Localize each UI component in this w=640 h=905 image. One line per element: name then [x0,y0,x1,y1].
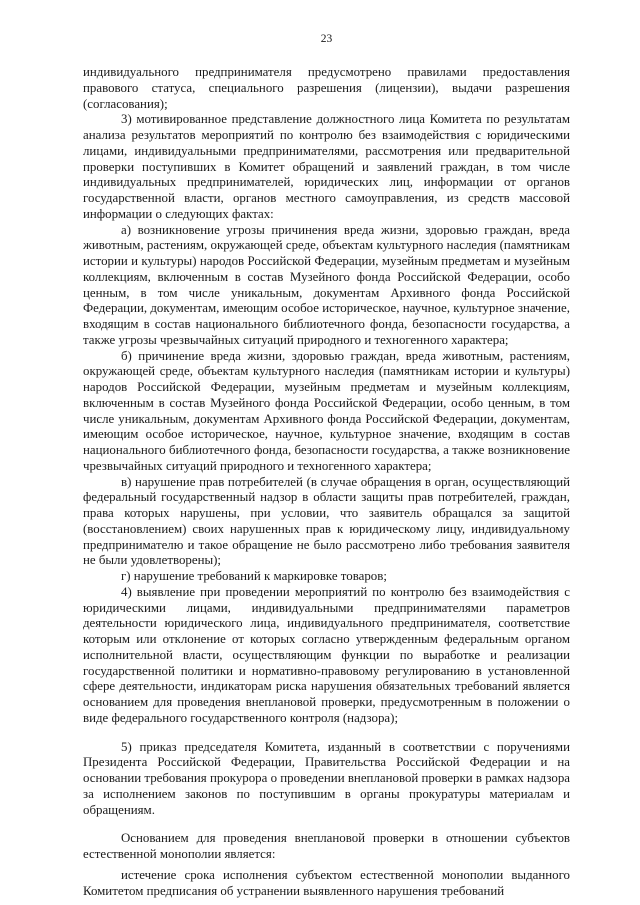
paragraph-item-5: 5) приказ председателя Комитета, изданный в соответствии с поручениями Президента Российской Федерации, Правительства Российской Федерации и на основании требования прокурора о проведении внеплановой проверки в рамках надзора за исполнением законов по поступившим в органы прокуратуры материалам и обращениям. [83,739,570,817]
paragraph-continuation: индивидуального предпринимателя предусмотрено правилами предоставления правового статуса, специального разрешения (лицензии), выдачи разрешения (согласования); [83,65,570,111]
paragraph-subitem-a: а) возникновение угрозы причинения вреда жизни, здоровью граждан, вреда животным, растениям, окружающей среде, объектам культурного наследия (памятникам истории и культуры) народов Российской Федерации, музейным предметам и музейным коллекциям, включенным в состав Музейного фонда Российской Федерации, особо ценным, в том числе уникальным, документам Архивного фонда Российской Федерации, документам, имеющим особое историческое, научное, культурное значение, входящим в состав национального библиотечного фонда, безопасности государства, а также угрозы чрезвычайных ситуаций природного и техногенного характера; [83,222,571,347]
paragraph-subitem-b: б) причинение вреда жизни, здоровью граждан, вреда животным, растениям, окружающей среде, объектам культурного наследия (памятникам истории и культуры) народов Российской Федерации, музейным предметам и музейным коллекциям, включенным в состав Музейного фонда Российской Федерации, особо ценным, в том числе уникальным, документам Архивного фонда Российской Федерации, документам, имеющим особое историческое, научное, культурное значение, входящим в состав национального библиотечного фонда, безопасности государства, а также возникновение чрезвычайных ситуаций природного и техногенного характера; [83,348,570,473]
paragraph-item-4: 4) выявление при проведении мероприятий по контролю без взаимодействия с юридическими лицами, индивидуальными предпринимателями параметров деятельности юридического лица, индивидуального предпринимателя, соответствие которым или отклонение от которых согласно утвержденным федеральным органом исполнительной власти, осуществляющим функции по выработке и реализации государственной политики и нормативно-правовому регулированию в установленной сфере деятельности, индикаторам риска нарушения обязательных требований является основанием для проведения внеплановой проверки, предусмотренным в положении о виде федерального государственного контроля (надзора); [83,584,570,725]
paragraph-subitem-g: г) нарушение требований к маркировке товаров; [121,569,387,583]
paragraph-item-3: 3) мотивированное представление должностного лица Комитета по результатам анализа результатов мероприятий по контролю без взаимодействия с юридическими лицами, индивидуальными предпринимателями, рассмотрения или предварительной проверки поступивших в Комитет обращений и заявлений граждан, в том числе индивидуальных предпринимателей, юридических лиц, информации от органов государственной власти, органов местного самоуправления, из средств массовой информации о следующих фактах: [83,112,570,221]
document-body [83,65,570,899]
paragraph-monopoly-basis: Основанием для проведения внеплановой проверки в отношении субъектов естественной монополии является: [83,831,570,861]
paragraph-monopoly-expiry: истечение срока исполнения субъектом естественной монополии выданного Комитетом предписания об устранении выявленного нарушения требований [83,867,570,898]
page-number: 23 [320,33,333,45]
paragraph-subitem-v: в) нарушение прав потребителей (в случае обращения в орган, осуществляющий федеральный государственный надзор в области защиты прав потребителей, граждан, права которых нарушены, при условии, что заявитель обращался за защитой (восстановлением) своих нарушенных прав к юридическому лицу, индивидуальному предпринимателю и такое обращение не было рассмотрено либо требования заявителя не были удовлетворены); [83,474,570,568]
